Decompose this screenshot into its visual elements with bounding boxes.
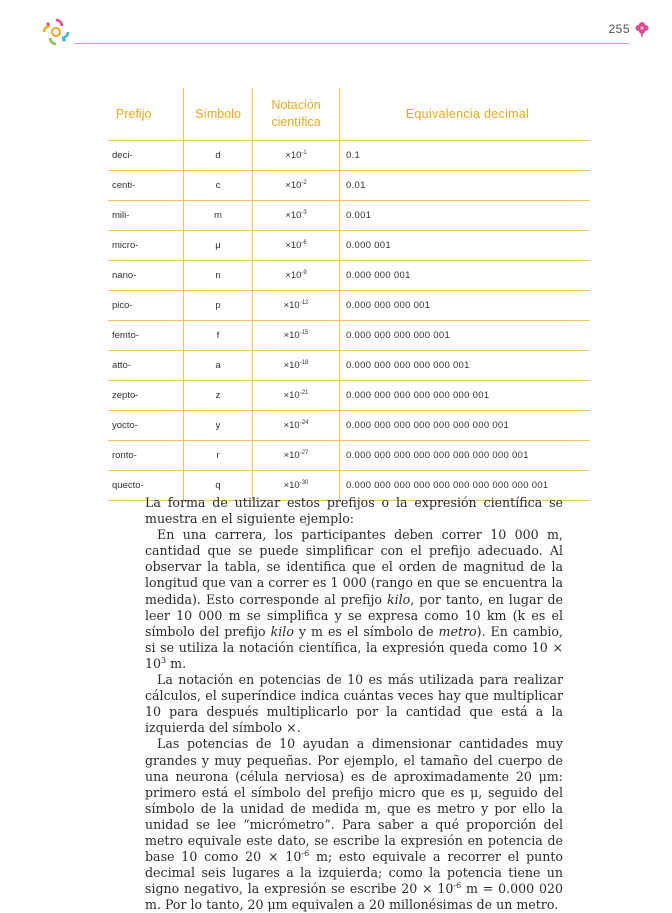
decimal-cell: 0.000 000 000 000 000 000 000 000 001 [340, 441, 591, 471]
symbol-cell: d [184, 141, 253, 171]
notation-cell: $\times 10^{-18}$ [253, 351, 340, 381]
table-row [108, 171, 590, 201]
prefix-cell: zepto- [108, 381, 184, 411]
colorful-spiral-logo-icon [40, 16, 72, 48]
header-symbol: Símbolo [184, 88, 253, 141]
prefix-cell: micro- [108, 231, 184, 261]
symbol-cell: y [184, 411, 253, 441]
table-body [108, 141, 590, 501]
prefix-cell: centi- [108, 171, 184, 201]
pink-flower-icon [634, 19, 650, 37]
prefix-table [108, 88, 590, 501]
header-notation: Notación científica [253, 88, 340, 141]
table-header-row [108, 88, 590, 141]
prefix-cell: femto- [108, 321, 184, 351]
notation-cell: $\times 10^{-30}$ [253, 471, 340, 501]
symbol-cell: μ [184, 231, 253, 261]
prefix-cell: quecto- [108, 471, 184, 501]
notation-cell: $\times 10^{-6}$ [253, 231, 340, 261]
table-row [108, 321, 590, 351]
notation-cell: $\times 10^{-27}$ [253, 441, 340, 471]
notation-cell: $\times 10^{-2}$ [253, 171, 340, 201]
paragraph-intro: La forma de utilizar estos prefijos o la expresión científica se muestra en el siguiente ejemplo: [145, 495, 563, 527]
page-number: 255 [608, 22, 630, 36]
symbol-cell: f [184, 321, 253, 351]
header-decimal: Equivalencia decimal [340, 88, 591, 141]
table-row [108, 201, 590, 231]
prefix-cell: yocto- [108, 411, 184, 441]
prefix-cell: pico- [108, 291, 184, 321]
decimal-cell: 0.000 000 000 000 000 000 000 000 000 001 [340, 471, 591, 501]
header-rule [74, 43, 629, 44]
paragraph-notation: La notación en potencias de 10 es más utilizada para realizar cálculos, el superíndice indica cuántas veces hay que multiplicar 10 para después multiplicarlo por la cantidad que está a la izquierda del símbolo ×. [145, 672, 563, 736]
decimal-cell: 0.001 [340, 201, 591, 231]
decimal-cell: 0.000 001 [340, 231, 591, 261]
prefix-cell: nano- [108, 261, 184, 291]
table-row [108, 141, 590, 171]
symbol-cell: m [184, 201, 253, 231]
prefix-cell: atto- [108, 351, 184, 381]
paragraph-neuron-example: Las potencias de 10 ayudan a dimensionar cantidades muy grandes y muy pequeñas. Por ejemplo, el tamaño del cuerpo de una neurona (célula nerviosa) es de aproximadamente 20 μm: primero está el símbolo del prefijo micro que es μ, seguido del símbolo de la unidad de medida m, que es metro y por ello la unidad se lee “micrómetro”. Para saber a qué proporción del metro equivale este dato, se escribe la expresión en potencia de base 10 como $20 \times 10^{-6}$ m; esto equivale a recorrer el punto decimal seis lugares a la izquierda; como la potencia tiene un signo negativo, la expresión se escribe $20 \times 10^{-6}$ m = 0.000 020 m. Por lo tanto, 20 μm equivalen a 20 millonésimas de un metro. [145, 736, 563, 913]
notation-cell: $\times 10^{-24}$ [253, 411, 340, 441]
body-text [145, 495, 563, 913]
prefix-cell: deci- [108, 141, 184, 171]
prefix-cell: ronto- [108, 441, 184, 471]
table-row [108, 231, 590, 261]
decimal-cell: 0.000 000 000 000 001 [340, 321, 591, 351]
table-row [108, 261, 590, 291]
decimal-cell: 0.000 000 000 000 000 001 [340, 351, 591, 381]
notation-cell: $\times 10^{-15}$ [253, 321, 340, 351]
table-row [108, 291, 590, 321]
decimal-cell: 0.1 [340, 141, 591, 171]
symbol-cell: n [184, 261, 253, 291]
symbol-cell: z [184, 381, 253, 411]
decimal-cell: 0.000 000 000 001 [340, 291, 591, 321]
symbol-cell: q [184, 471, 253, 501]
notation-cell: $\times 10^{-3}$ [253, 201, 340, 231]
notation-cell: $\times 10^{-12}$ [253, 291, 340, 321]
table-row [108, 351, 590, 381]
symbol-cell: r [184, 441, 253, 471]
table-row [108, 381, 590, 411]
notation-cell: $\times 10^{-1}$ [253, 141, 340, 171]
decimal-cell: 0.000 000 001 [340, 261, 591, 291]
notation-cell: $\times 10^{-21}$ [253, 381, 340, 411]
header-prefix: Prefijo [108, 88, 184, 141]
notation-cell: $\times 10^{-9}$ [253, 261, 340, 291]
decimal-cell: 0.000 000 000 000 000 000 001 [340, 381, 591, 411]
symbol-cell: p [184, 291, 253, 321]
decimal-cell: 0.01 [340, 171, 591, 201]
decimal-cell: 0.000 000 000 000 000 000 000 001 [340, 411, 591, 441]
paragraph-race-example: En una carrera, los participantes deben correr 10 000 m, cantidad que se puede simplificar con el prefijo adecuado. Al observar la tabla, se identifica que el orden de magnitud de la longitud que van a correr es 1 000 (rango en que se encuentra la medida). Esto corresponde al prefijo kilo, por tanto, en lugar de leer 10 000 m se simplifica y se expresa como 10 km (k es el símbolo del prefijo kilo y m es el símbolo de metro). En cambio, si se utiliza la notación científica, la expresión queda como $10 \times 10^3$ m. [145, 527, 563, 671]
symbol-cell: a [184, 351, 253, 381]
symbol-cell: c [184, 171, 253, 201]
table-row [108, 411, 590, 441]
prefix-cell: mili- [108, 201, 184, 231]
table-row [108, 441, 590, 471]
